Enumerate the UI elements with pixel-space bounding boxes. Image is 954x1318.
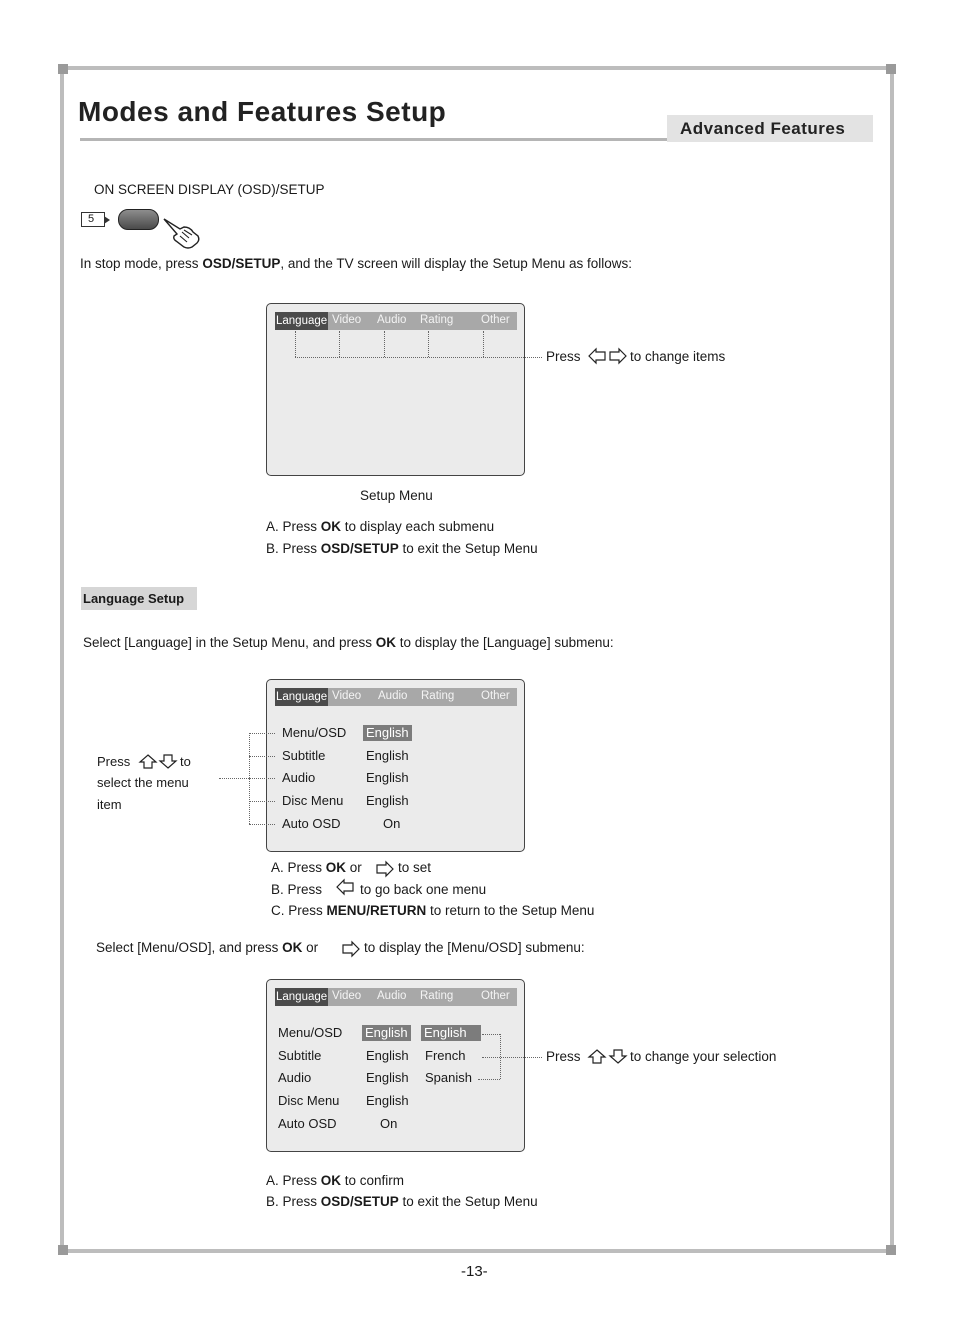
menu-item-value: English	[366, 1093, 409, 1108]
osd-intro-post: , and the TV screen will display the Setup Menu as follows:	[280, 256, 633, 271]
tab-audio: Audio	[377, 990, 407, 1002]
tab-language: Language	[275, 312, 328, 330]
language-step-b: B. Press	[271, 882, 323, 897]
up-arrow-icon	[139, 754, 157, 769]
tab-video: Video	[332, 690, 362, 702]
bracket-line	[249, 824, 275, 825]
callout-line	[428, 331, 429, 357]
menu-item-value: On	[383, 816, 401, 831]
frame-left-border	[60, 66, 64, 1253]
frame-right-border	[890, 66, 894, 1253]
tab-language: Language	[275, 988, 328, 1006]
title-rule	[80, 138, 668, 141]
tab-rating: Rating	[421, 690, 455, 702]
left-arrow-icon	[336, 879, 354, 895]
setup-menu-caption: Setup Menu	[360, 488, 433, 503]
tab-other: Other	[481, 690, 510, 702]
osd-intro-bold: OSD/SETUP	[202, 256, 281, 271]
tab-rating: Rating	[420, 990, 454, 1002]
side-note-line2: select the menu	[97, 775, 189, 790]
menu-item-value-selected: English	[362, 1025, 411, 1041]
change-items-callout-press: Press	[546, 349, 581, 364]
intro-text: to display the [Language] submenu:	[395, 635, 614, 650]
down-arrow-icon	[609, 1049, 627, 1064]
up-arrow-icon	[588, 1049, 606, 1064]
tab-video: Video	[332, 314, 362, 326]
menu-item-value: English	[366, 1048, 409, 1063]
bracket-line	[482, 1057, 542, 1058]
callout-line	[295, 331, 296, 357]
corner-mark	[886, 64, 896, 74]
language-setup-label: Language Setup	[83, 591, 185, 606]
step-bold: OK	[320, 519, 342, 534]
tab-video: Video	[332, 990, 362, 1002]
menu-item-name: Subtitle	[278, 1048, 322, 1063]
left-arrow-icon	[588, 348, 606, 364]
corner-mark	[58, 1245, 68, 1255]
callout-line	[295, 357, 542, 358]
change-selection-text: to change your selection	[630, 1049, 777, 1064]
pointing-hand-icon	[162, 216, 202, 250]
menu-item-value: English	[366, 1070, 409, 1085]
menu-item-name: Menu/OSD	[278, 1025, 343, 1040]
menu-item-name: Menu/OSD	[282, 725, 347, 740]
osd-step-b	[266, 541, 538, 556]
menu-osd-step-a	[266, 1173, 404, 1188]
step-bold: OSD/SETUP	[320, 541, 399, 556]
menu-item-name: Auto OSD	[278, 1116, 337, 1131]
osd-intro-pre: In stop mode, press	[80, 256, 203, 271]
menu-item-value-selected: English	[363, 725, 412, 741]
frame-top-border	[60, 66, 894, 70]
bracket-line	[249, 733, 275, 734]
step-text: to return to the Setup Menu	[426, 903, 595, 918]
intro-bold: OK	[282, 940, 303, 955]
intro-bold: OK	[375, 635, 396, 650]
step-text: to confirm	[341, 1173, 405, 1188]
intro-text: or	[302, 940, 319, 955]
right-arrow-icon	[376, 861, 394, 877]
menu-osd-step-b	[266, 1194, 538, 1209]
step-text: or	[346, 860, 362, 875]
language-step-a	[271, 860, 362, 875]
language-step-c	[271, 903, 594, 918]
menu-osd-intro	[96, 940, 318, 955]
step-bold: MENU/RETURN	[326, 903, 427, 918]
menu-osd-intro-post: to display the [Menu/OSD] submenu:	[364, 940, 585, 955]
tab-other: Other	[481, 990, 510, 1002]
step-text: B. Press	[266, 1194, 321, 1209]
osd-setup-remote-button	[118, 209, 159, 230]
callout-line	[483, 331, 484, 357]
tab-other: Other	[481, 314, 510, 326]
language-step-b-post: to go back one menu	[360, 882, 487, 897]
step-text: to exit the Setup Menu	[398, 541, 538, 556]
menu-item-name: Disc Menu	[278, 1093, 340, 1108]
right-arrow-icon	[609, 348, 627, 364]
menu-item-value: On	[380, 1116, 398, 1131]
bracket-line	[500, 1034, 501, 1079]
change-items-callout-text: to change items	[630, 349, 726, 364]
tab-rating: Rating	[420, 314, 454, 326]
osd-step-a	[266, 519, 494, 534]
right-arrow-icon	[342, 941, 360, 957]
bracket-line	[219, 778, 249, 779]
step-text: to display each submenu	[341, 519, 495, 534]
menu-item-value: English	[366, 793, 409, 808]
step-text: A. Press	[271, 860, 326, 875]
section-badge-label: Advanced Features	[680, 119, 846, 138]
step-text: B. Press	[266, 541, 321, 556]
page-number: -13-	[461, 1263, 488, 1280]
option-selected: English	[421, 1025, 481, 1041]
key-number-badge: 5	[81, 212, 105, 227]
bracket-line	[249, 778, 275, 779]
bracket-line	[482, 1034, 500, 1035]
menu-item-name: Auto OSD	[282, 816, 341, 831]
bracket-line	[249, 801, 275, 802]
step-text: A. Press	[266, 519, 321, 534]
option-item: Spanish	[425, 1070, 472, 1085]
side-note-press: Press	[97, 754, 131, 769]
option-item: French	[425, 1048, 466, 1063]
osd-heading: ON SCREEN DISPLAY (OSD)/SETUP	[94, 182, 325, 197]
callout-line	[339, 331, 340, 357]
down-arrow-icon	[159, 754, 177, 769]
intro-text: Select [Menu/OSD], and press	[96, 940, 283, 955]
osd-intro	[80, 256, 632, 271]
step-bold: OK	[325, 860, 347, 875]
change-selection-press: Press	[546, 1049, 581, 1064]
menu-item-value: English	[366, 770, 409, 785]
corner-mark	[886, 1245, 896, 1255]
side-note-to: to	[180, 754, 191, 769]
menu-item-name: Disc Menu	[282, 793, 344, 808]
menu-item-value: English	[366, 748, 409, 763]
side-note-line3: item	[97, 797, 122, 812]
language-step-a-post: to set	[398, 860, 432, 875]
step-text: A. Press	[266, 1173, 321, 1188]
page-title: Modes and Features Setup	[78, 96, 447, 127]
language-intro	[83, 635, 614, 650]
menu-item-name: Audio	[282, 770, 316, 785]
bracket-line	[478, 1079, 500, 1080]
menu-item-name: Subtitle	[282, 748, 326, 763]
tab-audio: Audio	[378, 690, 408, 702]
corner-mark	[58, 64, 68, 74]
bracket-line	[249, 756, 275, 757]
tab-audio: Audio	[377, 314, 407, 326]
step-text: to exit the Setup Menu	[398, 1194, 538, 1209]
step-bold: OK	[320, 1173, 342, 1188]
menu-item-name: Audio	[278, 1070, 312, 1085]
tab-language: Language	[275, 688, 328, 706]
step-bold: OSD/SETUP	[320, 1194, 399, 1209]
step-text: C. Press	[271, 903, 327, 918]
callout-line	[384, 331, 385, 357]
intro-text: Select [Language] in the Setup Menu, and press	[83, 635, 376, 650]
frame-bottom-border	[60, 1249, 894, 1253]
